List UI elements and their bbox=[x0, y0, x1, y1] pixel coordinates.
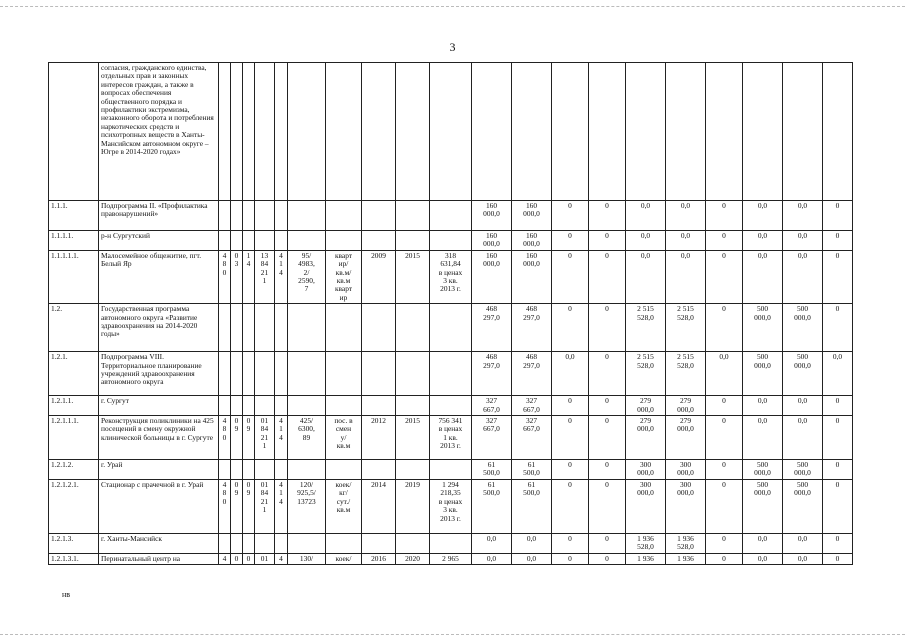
table-cell: 4 1 4 bbox=[275, 250, 288, 303]
table-cell bbox=[362, 304, 396, 352]
table-cell bbox=[362, 352, 396, 396]
table-cell: 0,0 bbox=[743, 396, 783, 416]
table-cell: 0 bbox=[589, 533, 626, 553]
table-cell: 0 bbox=[589, 396, 626, 416]
table-cell: кварт ир/ кв.м/ кв.м кварт ир bbox=[326, 250, 362, 303]
table-cell: 0 bbox=[706, 231, 743, 251]
table-cell bbox=[326, 460, 362, 480]
table-cell: 0 bbox=[243, 553, 255, 564]
table-cell: 0 bbox=[823, 553, 853, 564]
scan-edge-bottom bbox=[0, 634, 905, 636]
table-cell: 0 bbox=[823, 201, 853, 231]
row-description-cell: г. Сургут bbox=[99, 396, 219, 416]
table-cell: 1 936 528,0 bbox=[666, 533, 706, 553]
table-cell: 61 500,0 bbox=[512, 479, 552, 533]
table-cell: 500 000,0 bbox=[743, 479, 783, 533]
table-cell bbox=[288, 304, 326, 352]
table-cell bbox=[231, 396, 243, 416]
table-cell: 0 bbox=[589, 460, 626, 480]
table-cell: 0,0 bbox=[626, 201, 666, 231]
row-description-cell: Государственная программа автономного округа «Развитие здравоохранения на 2014-2020 годы» bbox=[99, 304, 219, 352]
table-cell bbox=[243, 396, 255, 416]
table-cell bbox=[219, 396, 231, 416]
table-cell: 0 bbox=[823, 460, 853, 480]
table-cell bbox=[430, 352, 472, 396]
table-cell bbox=[231, 304, 243, 352]
table-cell: 4 bbox=[219, 553, 231, 564]
page-number: 3 bbox=[449, 40, 456, 54]
table-cell: 0 bbox=[706, 201, 743, 231]
table-cell: 4 bbox=[275, 553, 288, 564]
table-cell: 0 bbox=[552, 533, 589, 553]
table-cell: 95/ 4983, 2/ 2590, 7 bbox=[288, 250, 326, 303]
table-row bbox=[49, 533, 853, 553]
table-cell bbox=[255, 63, 275, 201]
table-cell: 0 bbox=[823, 304, 853, 352]
table-cell: 130/ bbox=[288, 553, 326, 564]
table-cell: 160 000,0 bbox=[512, 231, 552, 251]
table-cell bbox=[396, 201, 430, 231]
table-cell: 0 bbox=[552, 250, 589, 303]
row-description-cell: г. Урай bbox=[99, 460, 219, 480]
table-cell: 0,0 bbox=[626, 250, 666, 303]
table-cell bbox=[243, 63, 255, 201]
table-cell: 160 000,0 bbox=[472, 250, 512, 303]
table-cell: 327 667,0 bbox=[472, 396, 512, 416]
table-cell bbox=[396, 533, 430, 553]
row-code-cell: 1.2.1.2. bbox=[49, 460, 99, 480]
table-cell: 0 3 bbox=[231, 250, 243, 303]
table-cell bbox=[231, 460, 243, 480]
table-cell bbox=[219, 460, 231, 480]
table-cell bbox=[288, 231, 326, 251]
table-row bbox=[49, 250, 853, 303]
table-cell bbox=[396, 304, 430, 352]
table-cell: 0,0 bbox=[512, 553, 552, 564]
table-cell: 2015 bbox=[396, 250, 430, 303]
table-cell: 0,0 bbox=[743, 201, 783, 231]
table-cell: 0,0 bbox=[783, 250, 823, 303]
table-cell: 2012 bbox=[362, 416, 396, 460]
table-cell bbox=[219, 352, 231, 396]
table-cell: 0 bbox=[823, 396, 853, 416]
table-cell: 4 1 4 bbox=[275, 479, 288, 533]
table-cell: 61 500,0 bbox=[472, 479, 512, 533]
table-cell: 61 500,0 bbox=[472, 460, 512, 480]
table-cell: 2 965 bbox=[430, 553, 472, 564]
table-cell bbox=[275, 460, 288, 480]
table-cell bbox=[362, 63, 396, 201]
row-code-cell: 1.2.1.1.1. bbox=[49, 416, 99, 460]
table-cell: 0,0 bbox=[823, 352, 853, 396]
table-cell: 300 000,0 bbox=[666, 479, 706, 533]
table-cell: 0 bbox=[823, 250, 853, 303]
table-cell: 0,0 bbox=[552, 352, 589, 396]
table-cell: 756 341 в ценах 1 кв. 2013 г. bbox=[430, 416, 472, 460]
table-cell: 0 bbox=[589, 479, 626, 533]
table-cell: 468 297,0 bbox=[472, 352, 512, 396]
table-cell: 327 667,0 bbox=[472, 416, 512, 460]
table-cell: 0 bbox=[823, 533, 853, 553]
table-cell: 0 bbox=[231, 553, 243, 564]
table-cell: 0 bbox=[589, 231, 626, 251]
row-description-cell: Стационар с прачечной в г. Урай bbox=[99, 479, 219, 533]
table-cell: 300 000,0 bbox=[626, 460, 666, 480]
table-cell: 0,0 bbox=[783, 201, 823, 231]
table-cell bbox=[288, 352, 326, 396]
table-cell: 300 000,0 bbox=[626, 479, 666, 533]
table-cell bbox=[362, 396, 396, 416]
table-cell bbox=[243, 533, 255, 553]
table-cell bbox=[326, 304, 362, 352]
table-cell: 468 297,0 bbox=[512, 352, 552, 396]
table-cell: 279 000,0 bbox=[626, 396, 666, 416]
table-row bbox=[49, 416, 853, 460]
table-cell: 0 bbox=[589, 416, 626, 460]
table-cell: 425/ 6300, 89 bbox=[288, 416, 326, 460]
table-cell bbox=[326, 396, 362, 416]
table-cell: 0 9 bbox=[231, 416, 243, 460]
table-cell: 468 297,0 bbox=[472, 304, 512, 352]
scan-edge-top bbox=[0, 6, 905, 8]
table-cell bbox=[275, 304, 288, 352]
table-cell: 0 9 bbox=[231, 479, 243, 533]
table-cell bbox=[243, 352, 255, 396]
table-cell bbox=[288, 460, 326, 480]
table-cell: 0 9 bbox=[243, 479, 255, 533]
table-cell: 0 bbox=[706, 553, 743, 564]
table-cell: 500 000,0 bbox=[743, 304, 783, 352]
row-code-cell: 1.2.1.3.1. bbox=[49, 553, 99, 564]
table-cell: 0 bbox=[823, 416, 853, 460]
table-cell bbox=[396, 352, 430, 396]
row-description-cell: г. Ханты-Мансийск bbox=[99, 533, 219, 553]
table-cell: 0 bbox=[552, 231, 589, 251]
table-cell bbox=[326, 63, 362, 201]
table-cell: 327 667,0 bbox=[512, 416, 552, 460]
table-row bbox=[49, 352, 853, 396]
table-cell: 0,0 bbox=[472, 533, 512, 553]
table-cell: 0 bbox=[552, 479, 589, 533]
table-cell bbox=[275, 63, 288, 201]
table-cell: 279 000,0 bbox=[666, 416, 706, 460]
table-cell bbox=[275, 352, 288, 396]
table-cell: 01 84 21 1 bbox=[255, 479, 275, 533]
table-cell: 327 667,0 bbox=[512, 396, 552, 416]
table-cell: 279 000,0 bbox=[626, 416, 666, 460]
table-cell: 0,0 bbox=[743, 250, 783, 303]
table-cell bbox=[430, 63, 472, 201]
table-cell: 0,0 bbox=[626, 231, 666, 251]
table-cell bbox=[243, 304, 255, 352]
table-cell: 0 bbox=[706, 250, 743, 303]
row-description-cell: Малосемейное общежитие, пгт. Белый Яр bbox=[99, 250, 219, 303]
table-cell bbox=[219, 533, 231, 553]
table-cell bbox=[396, 231, 430, 251]
table-cell: 500 000,0 bbox=[783, 352, 823, 396]
table-cell bbox=[275, 533, 288, 553]
table-cell: 0 bbox=[706, 460, 743, 480]
table-cell: 500 000,0 bbox=[783, 304, 823, 352]
table-cell bbox=[243, 231, 255, 251]
table-cell: 0,0 bbox=[743, 416, 783, 460]
table-cell bbox=[255, 304, 275, 352]
table-cell: 0 bbox=[706, 304, 743, 352]
table-cell bbox=[396, 396, 430, 416]
table-cell bbox=[275, 201, 288, 231]
table-cell: 0,0 bbox=[743, 553, 783, 564]
table-cell bbox=[231, 533, 243, 553]
table-cell bbox=[255, 460, 275, 480]
table-cell bbox=[326, 533, 362, 553]
table-cell bbox=[231, 231, 243, 251]
table-cell: 1 936 528,0 bbox=[626, 533, 666, 553]
table-cell: 1 294 218,35 в ценах 3 кв. 2013 г. bbox=[430, 479, 472, 533]
table-cell: 500 000,0 bbox=[783, 460, 823, 480]
table-cell: 0 9 bbox=[243, 416, 255, 460]
table-cell: 01 bbox=[255, 553, 275, 564]
table-cell bbox=[783, 63, 823, 201]
row-code-cell: 1.2. bbox=[49, 304, 99, 352]
table-cell: 1 4 bbox=[243, 250, 255, 303]
table-cell bbox=[512, 63, 552, 201]
table-cell bbox=[275, 231, 288, 251]
table-cell: 4 8 0 bbox=[219, 250, 231, 303]
table-cell bbox=[823, 63, 853, 201]
table-cell bbox=[362, 201, 396, 231]
table-cell: коек/ bbox=[326, 553, 362, 564]
table-cell: 160 000,0 bbox=[512, 250, 552, 303]
table-cell: 0 bbox=[589, 250, 626, 303]
row-description-cell: р-н Сургутский bbox=[99, 231, 219, 251]
row-code-cell: 1.2.1. bbox=[49, 352, 99, 396]
table-cell: 0 bbox=[552, 460, 589, 480]
table-cell: 0 bbox=[706, 396, 743, 416]
table-cell: 4 8 0 bbox=[219, 479, 231, 533]
table-cell: 0,0 bbox=[512, 533, 552, 553]
table-cell bbox=[396, 63, 430, 201]
table-cell: 500 000,0 bbox=[743, 352, 783, 396]
table-cell: 2016 bbox=[362, 553, 396, 564]
table-cell bbox=[626, 63, 666, 201]
table-cell bbox=[288, 201, 326, 231]
row-description-cell: согласия, гражданского единства, отдельных прав и законных интересов граждан, а также в вопросах обеспечения общественного порядка и профилактики экстремизма, незаконного оборота и потребления наркотических средств и психотропных веществ в Ханты-Мансийском автономном округе – Югре в 2014-2020 годах» bbox=[99, 63, 219, 201]
table-cell bbox=[706, 63, 743, 201]
table-cell: 468 297,0 bbox=[512, 304, 552, 352]
table-cell: 13 84 21 1 bbox=[255, 250, 275, 303]
table-row bbox=[49, 553, 853, 564]
table-cell bbox=[589, 63, 626, 201]
table-cell: 0,0 bbox=[743, 231, 783, 251]
table-cell bbox=[243, 460, 255, 480]
table-cell: 0,0 bbox=[783, 231, 823, 251]
table-cell bbox=[255, 201, 275, 231]
table-cell bbox=[362, 231, 396, 251]
table-cell bbox=[255, 396, 275, 416]
table-cell: 0 bbox=[552, 201, 589, 231]
table-cell: 0,0 bbox=[783, 396, 823, 416]
table-cell: 0 bbox=[589, 553, 626, 564]
table-cell: 0,0 bbox=[666, 250, 706, 303]
table-cell bbox=[362, 533, 396, 553]
table-cell bbox=[231, 201, 243, 231]
table-cell bbox=[288, 533, 326, 553]
row-description-cell: Подпрограмма II. «Профилактика правонарушений» bbox=[99, 201, 219, 231]
table-cell bbox=[219, 231, 231, 251]
table-row bbox=[49, 460, 853, 480]
table-cell: 160 000,0 bbox=[472, 231, 512, 251]
table-cell: 0,0 bbox=[783, 416, 823, 460]
table-cell: 279 000,0 bbox=[666, 396, 706, 416]
table-cell: 0 bbox=[589, 352, 626, 396]
table-cell: 0 bbox=[552, 304, 589, 352]
row-code-cell bbox=[49, 63, 99, 201]
table-cell: 120/ 925,5/ 13723 bbox=[288, 479, 326, 533]
table-cell bbox=[552, 63, 589, 201]
table-cell: 2009 bbox=[362, 250, 396, 303]
table-cell bbox=[243, 201, 255, 231]
table-cell: 2015 bbox=[396, 416, 430, 460]
table-cell: 500 000,0 bbox=[743, 460, 783, 480]
table-row bbox=[49, 396, 853, 416]
row-description-cell: Перинатальный центр на bbox=[99, 553, 219, 564]
table-cell bbox=[362, 460, 396, 480]
table-row bbox=[49, 201, 853, 231]
table-cell bbox=[326, 352, 362, 396]
table-cell bbox=[288, 396, 326, 416]
table-cell bbox=[743, 63, 783, 201]
table-cell bbox=[275, 396, 288, 416]
table-cell bbox=[430, 231, 472, 251]
table-cell: 0,0 bbox=[666, 231, 706, 251]
table-cell bbox=[666, 63, 706, 201]
row-code-cell: 1.1.1.1. bbox=[49, 231, 99, 251]
table-cell bbox=[219, 201, 231, 231]
table-cell: 0 bbox=[706, 416, 743, 460]
table-row bbox=[49, 231, 853, 251]
row-description-cell: Подпрограмма VIII. Территориальное планирование учреждений здравоохранения автономного округа bbox=[99, 352, 219, 396]
table-cell: 0,0 bbox=[472, 553, 512, 564]
table-cell: 01 84 21 1 bbox=[255, 416, 275, 460]
table-cell bbox=[219, 63, 231, 201]
table-cell: 4 8 0 bbox=[219, 416, 231, 460]
table-cell: 2019 bbox=[396, 479, 430, 533]
table-cell: 0,0 bbox=[706, 352, 743, 396]
investment-table bbox=[48, 62, 853, 565]
row-code-cell: 1.2.1.3. bbox=[49, 533, 99, 553]
table-cell: 0 bbox=[823, 231, 853, 251]
row-description-cell: Реконструкция поликлиники на 425 посещений в смену окружной клинической больницы в г. Сургуте bbox=[99, 416, 219, 460]
table-cell: 0,0 bbox=[666, 201, 706, 231]
table-cell bbox=[326, 201, 362, 231]
table-cell: 1 936 bbox=[666, 553, 706, 564]
table-cell: 0 bbox=[589, 201, 626, 231]
table-cell: 0 bbox=[823, 479, 853, 533]
table-cell bbox=[326, 231, 362, 251]
table-cell: 0,0 bbox=[783, 533, 823, 553]
table-cell: 318 631,84 в ценах 3 кв. 2013 г. bbox=[430, 250, 472, 303]
table-cell bbox=[255, 231, 275, 251]
table-cell: 2 515 528,0 bbox=[666, 352, 706, 396]
table-cell bbox=[430, 396, 472, 416]
table-cell: 0 bbox=[552, 416, 589, 460]
footer-mark: нв bbox=[62, 590, 71, 599]
table-cell: коек/ кг/ сут./ кв.м bbox=[326, 479, 362, 533]
table-cell bbox=[430, 201, 472, 231]
table-cell: 2 515 528,0 bbox=[626, 352, 666, 396]
table-cell: пос. в смен у/ кв.м bbox=[326, 416, 362, 460]
table-cell: 4 1 4 bbox=[275, 416, 288, 460]
table-cell: 0,0 bbox=[743, 533, 783, 553]
table-cell: 0 bbox=[552, 396, 589, 416]
table-cell: 0,0 bbox=[783, 553, 823, 564]
table-cell: 0 bbox=[552, 553, 589, 564]
table-cell: 2020 bbox=[396, 553, 430, 564]
table-cell: 2 515 528,0 bbox=[666, 304, 706, 352]
table-cell: 0 bbox=[706, 533, 743, 553]
table-cell bbox=[288, 63, 326, 201]
table-cell: 61 500,0 bbox=[512, 460, 552, 480]
table-cell bbox=[396, 460, 430, 480]
table-cell: 160 000,0 bbox=[472, 201, 512, 231]
table-cell bbox=[219, 304, 231, 352]
table-cell: 160 000,0 bbox=[512, 201, 552, 231]
table-cell: 1 936 bbox=[626, 553, 666, 564]
table-row bbox=[49, 304, 853, 352]
table-cell bbox=[255, 352, 275, 396]
table-cell bbox=[430, 304, 472, 352]
table-row bbox=[49, 63, 853, 201]
table-cell: 300 000,0 bbox=[666, 460, 706, 480]
table-cell bbox=[231, 352, 243, 396]
table-cell bbox=[430, 533, 472, 553]
table-cell bbox=[472, 63, 512, 201]
table-cell: 2014 bbox=[362, 479, 396, 533]
table-cell bbox=[255, 533, 275, 553]
row-code-cell: 1.2.1.2.1. bbox=[49, 479, 99, 533]
table-cell: 2 515 528,0 bbox=[626, 304, 666, 352]
table-cell: 0 bbox=[589, 304, 626, 352]
table-row bbox=[49, 479, 853, 533]
row-code-cell: 1.1.1. bbox=[49, 201, 99, 231]
table-cell bbox=[231, 63, 243, 201]
table-cell bbox=[430, 460, 472, 480]
table-cell: 0 bbox=[706, 479, 743, 533]
table-cell: 500 000,0 bbox=[783, 479, 823, 533]
row-code-cell: 1.2.1.1. bbox=[49, 396, 99, 416]
row-code-cell: 1.1.1.1.1. bbox=[49, 250, 99, 303]
